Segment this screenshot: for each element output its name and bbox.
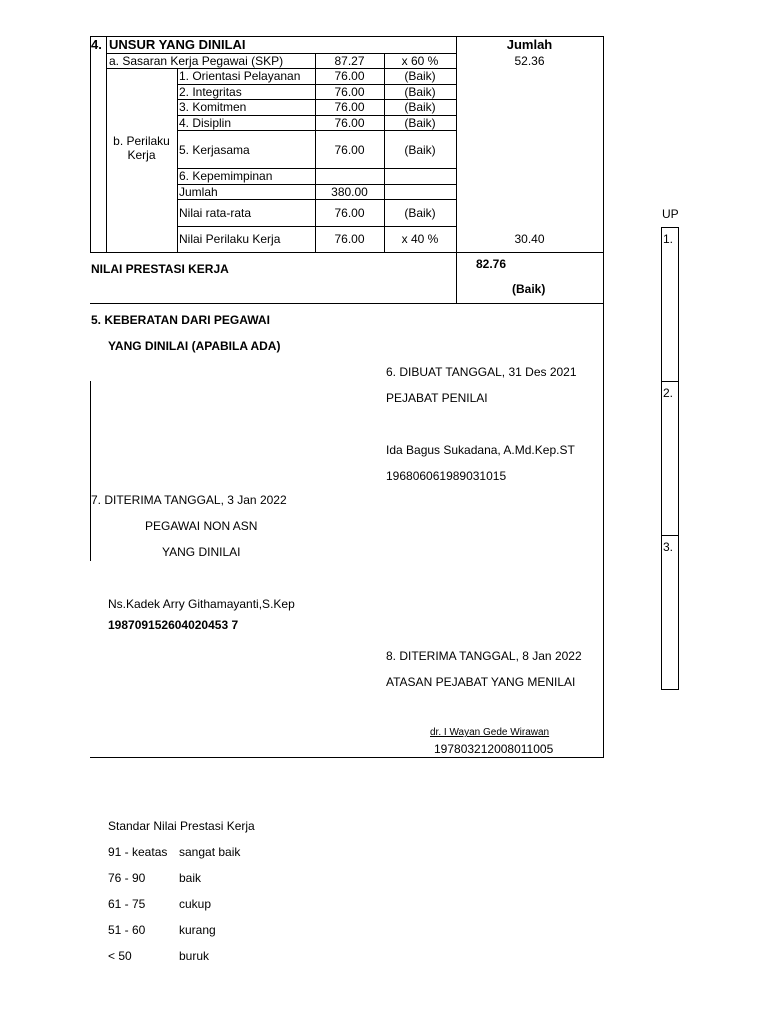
perilaku-row-label: 4. Disiplin — [179, 116, 232, 130]
side-item: 2. — [663, 386, 674, 400]
perilaku-row-grade: (Baik) — [404, 143, 436, 157]
standar-range: 76 - 90 — [108, 871, 146, 885]
section7-pegawai: PEGAWAI NON ASN — [145, 519, 258, 533]
rata-grade: (Baik) — [404, 206, 436, 220]
npk-label: Nilai Perilaku Kerja — [179, 232, 281, 246]
section6-nip: 196806061989031015 — [386, 469, 507, 483]
row-line — [177, 226, 456, 227]
standar-label: cukup — [179, 897, 212, 911]
table-left-border — [90, 36, 91, 252]
perilaku-row-grade: (Baik) — [404, 85, 436, 99]
skp-label: a. Sasaran Kerja Pegawai (SKP) — [109, 54, 284, 68]
perilaku-column-divider — [177, 68, 178, 252]
jumlah-value: 380.00 — [331, 185, 368, 199]
perilaku-row-value: 76.00 — [334, 143, 365, 157]
perilaku-row-label: 5. Kerjasama — [179, 143, 250, 157]
section6-name: Ida Bagus Sukadana, A.Md.Kep.ST — [386, 443, 575, 457]
section7-nip: 198709152604020453 7 — [108, 618, 239, 632]
prestasi-top-line — [90, 252, 603, 253]
perilaku-row-label: 1. Orientasi Pelayanan — [179, 69, 301, 83]
perilaku-row-grade: (Baik) — [404, 100, 436, 114]
standar-range: < 50 — [108, 949, 132, 963]
prestasi-bottom-line — [90, 303, 603, 304]
rata-value: 76.00 — [334, 206, 365, 220]
section7-dinilai: YANG DINILAI — [162, 545, 241, 559]
row-line — [177, 184, 456, 185]
skp-value: 87.27 — [334, 54, 365, 68]
perilaku-row-label: 6. Kepemimpinan — [179, 169, 273, 183]
section6-pejabat: PEJABAT PENILAI — [386, 391, 488, 405]
perilaku-label-line2: Kerja — [127, 148, 156, 162]
jumlah-column-divider — [456, 36, 457, 303]
section7-name: Ns.Kadek Arry Githamayanti,S.Kep — [108, 597, 295, 611]
row-line — [177, 130, 456, 131]
perilaku-row-grade: (Baik) — [404, 69, 436, 83]
section5-line2: YANG DINILAI (APABILA ADA) — [108, 339, 281, 353]
standar-label: sangat baik — [179, 845, 241, 859]
side-item: 1. — [663, 232, 674, 246]
standar-range: 51 - 60 — [108, 923, 146, 937]
section5-line1: 5. KEBERATAN DARI PEGAWAI — [91, 313, 270, 327]
skp-weight: x 60 % — [401, 54, 439, 68]
side-left-border — [661, 227, 662, 689]
npk-weight: x 40 % — [401, 232, 439, 246]
section8-atasan: ATASAN PEJABAT YANG MENILAI — [386, 675, 576, 689]
section4-title: UNSUR YANG DINILAI — [109, 37, 246, 52]
section4-number: 4. — [91, 37, 102, 52]
perilaku-row-label: 2. Integritas — [179, 85, 242, 99]
perilaku-row-value: 76.00 — [334, 85, 365, 99]
standar-range: 91 - keatas — [108, 845, 168, 859]
section7-diterima: 7. DITERIMA TANGGAL, 3 Jan 2022 — [91, 493, 287, 507]
jumlah-header: Jumlah — [506, 37, 553, 52]
perilaku-row-grade: (Baik) — [404, 116, 436, 130]
prestasi-label: NILAI PRESTASI KERJA — [91, 262, 229, 276]
perilaku-row-value: 76.00 — [334, 116, 365, 130]
section5-left-mark — [90, 381, 91, 561]
prestasi-value: 82.76 — [476, 257, 507, 271]
npk-total: 30.40 — [514, 232, 545, 246]
section8-nip: 197803212008011005 — [434, 742, 554, 756]
table-bottom-border — [90, 757, 603, 758]
side-line — [661, 689, 679, 690]
standar-label: baik — [179, 871, 202, 885]
standar-title: Standar Nilai Prestasi Kerja — [108, 819, 255, 833]
section6-dibuat: 6. DIBUAT TANGGAL, 31 Des 2021 — [386, 365, 577, 379]
section8-name: dr. I Wayan Gede Wirawan — [430, 727, 550, 738]
standar-label: buruk — [179, 949, 210, 963]
perilaku-label-line1: b. Perilaku — [113, 134, 170, 148]
side-line — [661, 381, 679, 382]
row-line — [177, 199, 456, 200]
side-line — [661, 227, 679, 228]
side-item: 3. — [663, 540, 674, 554]
side-header: UP — [662, 207, 679, 221]
standar-label: kurang — [179, 923, 216, 937]
standar-range: 61 - 75 — [108, 897, 146, 911]
section8-diterima: 8. DITERIMA TANGGAL, 8 Jan 2022 — [386, 649, 582, 663]
npk-value: 76.00 — [334, 232, 365, 246]
perilaku-row-label: 3. Komitmen — [179, 100, 247, 114]
perilaku-row-value: 76.00 — [334, 100, 365, 114]
rata-label: Nilai rata-rata — [179, 206, 252, 220]
skp-total: 52.36 — [514, 54, 545, 68]
jumlah-label: Jumlah — [179, 185, 218, 199]
perilaku-row-value: 76.00 — [334, 69, 365, 83]
prestasi-grade: (Baik) — [512, 282, 546, 296]
side-right-border — [678, 227, 679, 689]
side-line — [661, 535, 679, 536]
table-right-border — [603, 36, 604, 758]
